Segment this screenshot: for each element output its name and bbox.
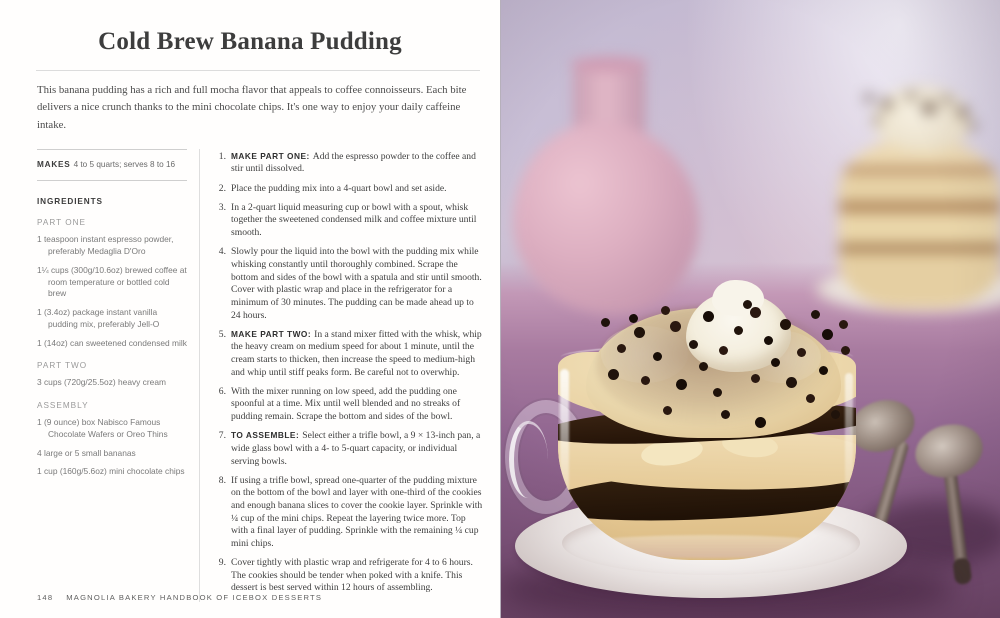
book-title: MAGNOLIA BAKERY HANDBOOK OF ICEBOX DESSERTS xyxy=(66,593,323,602)
page-title: Cold Brew Banana Pudding xyxy=(98,28,402,55)
background-dessert-cream xyxy=(873,86,971,152)
step-lead: MAKE PART ONE: xyxy=(231,150,310,161)
makes-label: MAKES xyxy=(37,159,71,169)
step-number: 6. xyxy=(218,385,226,397)
step-lead: TO ASSEMBLE: xyxy=(231,430,300,441)
step-text: Place the pudding mix into a 4-quart bowl and set aside. xyxy=(231,182,447,194)
step-5 xyxy=(213,329,484,380)
pink-vase xyxy=(511,60,701,312)
ingredients-header: INGREDIENTS xyxy=(37,197,103,207)
section-label-part-one: PART ONE xyxy=(37,218,86,228)
background-dessert-layers xyxy=(839,140,1000,308)
ingredient-item: 4 large or 5 small bananas xyxy=(37,447,136,458)
ingredient-item: 1 (14oz) can sweetened condensed milk xyxy=(37,337,187,348)
page-footer xyxy=(37,593,322,602)
step-lead: MAKE PART TWO: xyxy=(231,328,312,339)
step-number: 8. xyxy=(218,474,226,486)
step-text: Select either a trifle bowl, a 9 × 13-inch pan, a wide glass bowl with a 4- to 5-quart capacity, or individual serving bowls. xyxy=(231,430,481,467)
section-label-part-two: PART TWO xyxy=(37,361,88,371)
step-number: 1. xyxy=(218,150,226,162)
step-number: 3. xyxy=(218,201,226,213)
ingredient-item: 1¼ cups (300g/10.6oz) brewed coffee at room temperature or bottled cold brew xyxy=(37,264,187,299)
step-text: With the mixer running on low speed, add the pudding one spoonful at a time. Mix until well blended and no streaks of pudding remain. Scrape the bottom and sides of the bowl. xyxy=(231,385,461,423)
step-1 xyxy=(213,151,484,176)
step-text: Cover tightly with plastic wrap and refrigerate for 4 to 6 hours. The cookies should be tender when poked with a knife. This dessert is best served within 12 hours of assembling. xyxy=(231,557,473,594)
ingredient-item: 3 cups (720g/25.5oz) heavy cream xyxy=(37,377,166,388)
ingredient-item: 1 (9 ounce) box Nabisco Famous Chocolate Wafers or Oreo Thins xyxy=(37,417,168,439)
spoon-handle xyxy=(943,466,970,579)
instructions-column xyxy=(200,149,484,602)
page-number: 148 xyxy=(37,593,54,602)
step-number: 9. xyxy=(218,557,226,569)
glass-highlight xyxy=(845,373,853,519)
makes-block xyxy=(37,149,187,181)
step-number: 7. xyxy=(218,430,226,442)
step-number: 5. xyxy=(218,328,226,340)
spoon-bowl xyxy=(910,418,989,485)
recipe-columns xyxy=(37,149,484,602)
step-3 xyxy=(213,202,484,240)
step-2 xyxy=(213,183,484,196)
glass-highlight xyxy=(560,369,569,525)
step-4 xyxy=(213,246,484,322)
step-9 xyxy=(213,557,484,595)
title-divider xyxy=(36,70,480,71)
step-number: 2. xyxy=(218,182,226,194)
glass-base-reflection xyxy=(570,535,844,558)
step-7 xyxy=(213,430,484,468)
recipe-photo xyxy=(500,0,1000,618)
step-text: Slowly pour the liquid into the bowl with the pudding mix while whisking constantly until thoroughly combined. Scrape the bottom and sides of the bowl with a spatula and stir until smooth. Cover with plastic wrap and place in the refrigerator for a minimum of 30 minutes. The pudding can be made ahead up to 24 hours. xyxy=(231,246,482,321)
step-text: Add the espresso powder to the coffee and stir until dissolved. xyxy=(231,150,476,175)
ingredient-item: 1 teaspoon instant espresso powder, preferably Medaglia D'Oro xyxy=(37,234,174,257)
step-text: If using a trifle bowl, spread one-quarter of the pudding mixture on the bottom of the bowl and layer with one-third of the cookies and enough banana slices to cover the cookie layer. Sprinkle with ¼ cup of the mini chips. Repeat the layering twice more. Top with a final layer of pudding. Sprinkle with the remaining ¼ cup mini chips. xyxy=(231,474,483,550)
step-8 xyxy=(213,475,484,551)
recipe-intro: This banana pudding has a rich and full mocha flavor that appeals to coffee connoisseurs. Each bite delivers a nice crunch thanks to the mini chocolate chips. It's one way to enjoy your daily caffeine intake. xyxy=(37,84,467,131)
chocolate-chips xyxy=(601,318,610,327)
section-label-assembly: ASSEMBLY xyxy=(37,401,89,411)
step-text: In a stand mixer fitted with the whisk, whip the heavy cream on medium speed for about 1 minute, until the cream starts to thicken, then increase the speed to medium-high and whip until stiff peaks form. Be careful not to overwhip. xyxy=(231,328,482,378)
step-text: In a 2-quart liquid measuring cup or bowl with a spout, whisk together the sweetened condensed milk and coffee mixture until smooth. xyxy=(231,201,477,239)
step-6 xyxy=(213,386,484,424)
ingredients-column xyxy=(37,149,187,602)
background-dessert xyxy=(831,98,1000,313)
makes-text: 4 to 5 quarts; serves 8 to 16 xyxy=(73,159,176,169)
ingredient-item: 1 cup (160g/5.6oz) mini chocolate chips xyxy=(37,466,185,477)
vase-body xyxy=(513,122,699,314)
step-number: 4. xyxy=(218,246,226,258)
background-dessert-chips xyxy=(865,94,873,102)
ingredient-item: 1 (3.4oz) package instant vanilla pudding mix, preferably Jell-O xyxy=(37,307,160,329)
